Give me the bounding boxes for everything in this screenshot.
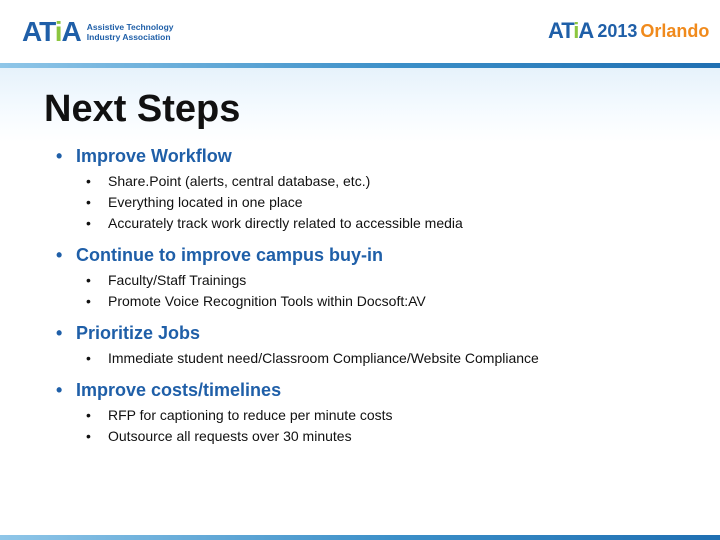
slide-title: Next Steps	[44, 88, 241, 130]
section-heading	[52, 378, 692, 402]
atia-2013-orlando-logo	[548, 14, 709, 48]
section-heading-text: Prioritize Jobs	[76, 323, 201, 343]
list-item-text: RFP for captioning to reduce per minute costs	[108, 407, 393, 423]
section-heading	[52, 243, 692, 267]
list-item	[52, 192, 692, 213]
bullet-icon: •	[86, 272, 91, 288]
bullet-icon: •	[86, 293, 91, 309]
bullet-icon: •	[56, 146, 63, 166]
bullet-icon: •	[86, 173, 91, 189]
bullet-icon: •	[56, 380, 63, 400]
list-item-text: Faculty/Staff Trainings	[108, 272, 247, 288]
section-items	[52, 270, 692, 312]
atia-logo-line2: Industry Association	[86, 32, 171, 42]
bullet-icon: •	[86, 407, 91, 423]
list-item-text: Everything located in one place	[108, 194, 303, 210]
atia-2013-logo-city: Orlando	[640, 20, 710, 41]
list-item	[52, 426, 692, 447]
bullet-icon: •	[86, 215, 91, 231]
atia-logo-line1: Assistive Technology	[86, 22, 174, 32]
list-item-text: Promote Voice Recognition Tools within Docsoft:AV	[108, 293, 426, 309]
list-item-text: Immediate student need/Classroom Compliance/Website Compliance	[108, 350, 539, 366]
list-item	[52, 270, 692, 291]
atia-logo-text	[87, 22, 174, 42]
list-item	[52, 213, 692, 234]
list-item	[52, 405, 692, 426]
section-items	[52, 348, 692, 369]
list-item	[52, 171, 692, 192]
section-heading-text: Improve costs/timelines	[76, 380, 282, 400]
list-item-text: Share.Point (alerts, central database, etc.)	[108, 173, 371, 189]
logo-accent-letter: i	[54, 16, 62, 47]
list-item-text: Accurately track work directly related to accessible media	[108, 215, 463, 231]
bullet-icon: •	[56, 323, 63, 343]
bullet-icon: •	[56, 245, 63, 265]
bullet-icon: •	[86, 350, 91, 366]
section-heading-text: Continue to improve campus buy-in	[76, 245, 384, 265]
section-heading-text: Improve Workflow	[76, 146, 232, 166]
section-heading	[52, 144, 692, 168]
list-item	[52, 348, 692, 369]
bullet-icon: •	[86, 428, 91, 444]
bullet-icon: •	[86, 194, 91, 210]
atia-2013-logo-mark: ATiA	[548, 18, 594, 43]
section-heading	[52, 321, 692, 345]
logo-accent-letter: i	[573, 18, 579, 43]
footer-divider	[0, 535, 720, 540]
list-item-text: Outsource all requests over 30 minutes	[108, 428, 352, 444]
slide-header	[0, 0, 720, 64]
atia-logo-mark: ATiA	[22, 16, 81, 47]
section-items	[52, 405, 692, 447]
slide-content	[52, 144, 692, 447]
atia-logo	[22, 14, 174, 50]
list-item	[52, 291, 692, 312]
section-items	[52, 171, 692, 234]
atia-2013-logo-year: 2013	[597, 20, 638, 41]
